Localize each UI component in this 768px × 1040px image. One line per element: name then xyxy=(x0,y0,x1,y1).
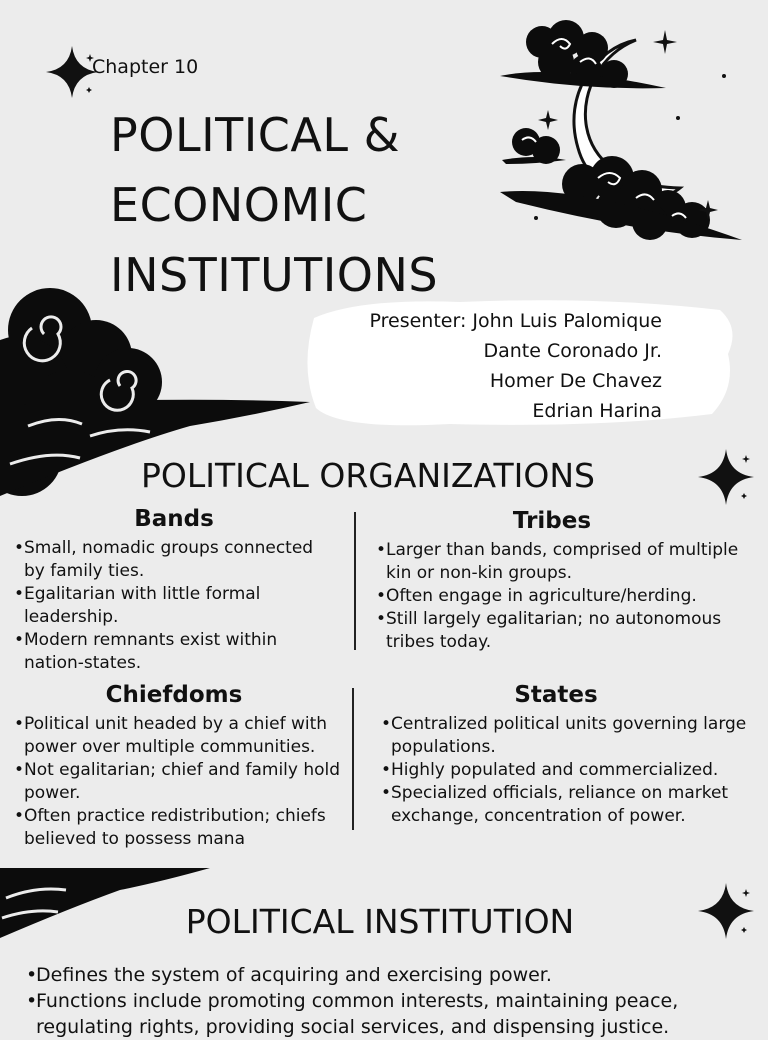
slide-heading: POLITICAL INSTITUTION xyxy=(185,902,575,941)
chapter-label: Chapter 10 xyxy=(92,56,199,78)
column-title-states: States xyxy=(514,682,598,708)
list-item: • Highly populated and commercialized. xyxy=(381,759,747,782)
title-slide xyxy=(0,0,768,448)
title-line-3: INSTITUTIONS xyxy=(110,248,439,302)
list-item: • Political unit headed by a chief with power over multiple communities. xyxy=(14,713,344,759)
list-item: • Modern remnants exist within nation-states. xyxy=(14,629,334,675)
list-item: • Defines the system of acquiring and exercising power. xyxy=(26,962,756,988)
states-bullet-list xyxy=(381,713,747,828)
title-line-2: ECONOMIC xyxy=(110,178,368,232)
presenter-name: Homer De Chavez xyxy=(489,370,662,392)
column-title-chiefdoms: Chiefdoms xyxy=(105,682,243,708)
column-title-tribes: Tribes xyxy=(512,508,592,534)
list-item: • Egalitarian with little formal leadership. xyxy=(14,583,334,629)
chiefdoms-bullet-list xyxy=(14,713,344,851)
list-item: • Often engage in agriculture/herding. xyxy=(376,585,746,608)
list-item: • Small, nomadic groups connected by family ties. xyxy=(14,537,334,583)
bands-bullet-list xyxy=(14,537,334,675)
presenter-name: Edrian Harina xyxy=(532,400,662,422)
column-divider xyxy=(352,688,354,830)
political-institution-slide xyxy=(0,868,768,1038)
crescent-moon-icon xyxy=(496,18,758,258)
institution-bullet-list xyxy=(26,962,756,1040)
list-item: • Functions include promoting common interests, maintaining peace, regulating rights, providing social services, and dispensing justice. xyxy=(26,988,756,1040)
sparkle-star-icon xyxy=(694,448,758,506)
list-item: • Specialized officials, reliance on market exchange, concentration of power. xyxy=(381,782,747,828)
column-title-bands: Bands xyxy=(134,506,214,532)
title-line-1: POLITICAL & xyxy=(110,108,401,162)
list-item: • Not egalitarian; chief and family hold power. xyxy=(14,759,344,805)
list-item: • Larger than bands, comprised of multiple kin or non-kin groups. xyxy=(376,539,746,585)
presenter-line: Presenter: John Luis Palomique xyxy=(369,310,662,332)
column-divider xyxy=(354,512,356,650)
presenter-name: Dante Coronado Jr. xyxy=(483,340,662,362)
tribes-bullet-list xyxy=(376,539,746,654)
list-item: • Often practice redistribution; chiefs believed to possess mana xyxy=(14,805,344,851)
list-item: • Still largely egalitarian; no autonomous tribes today. xyxy=(376,608,746,654)
list-item: • Centralized political units governing large populations. xyxy=(381,713,747,759)
political-organizations-slide xyxy=(0,448,768,868)
slide-heading: POLITICAL ORGANIZATIONS xyxy=(141,456,595,495)
